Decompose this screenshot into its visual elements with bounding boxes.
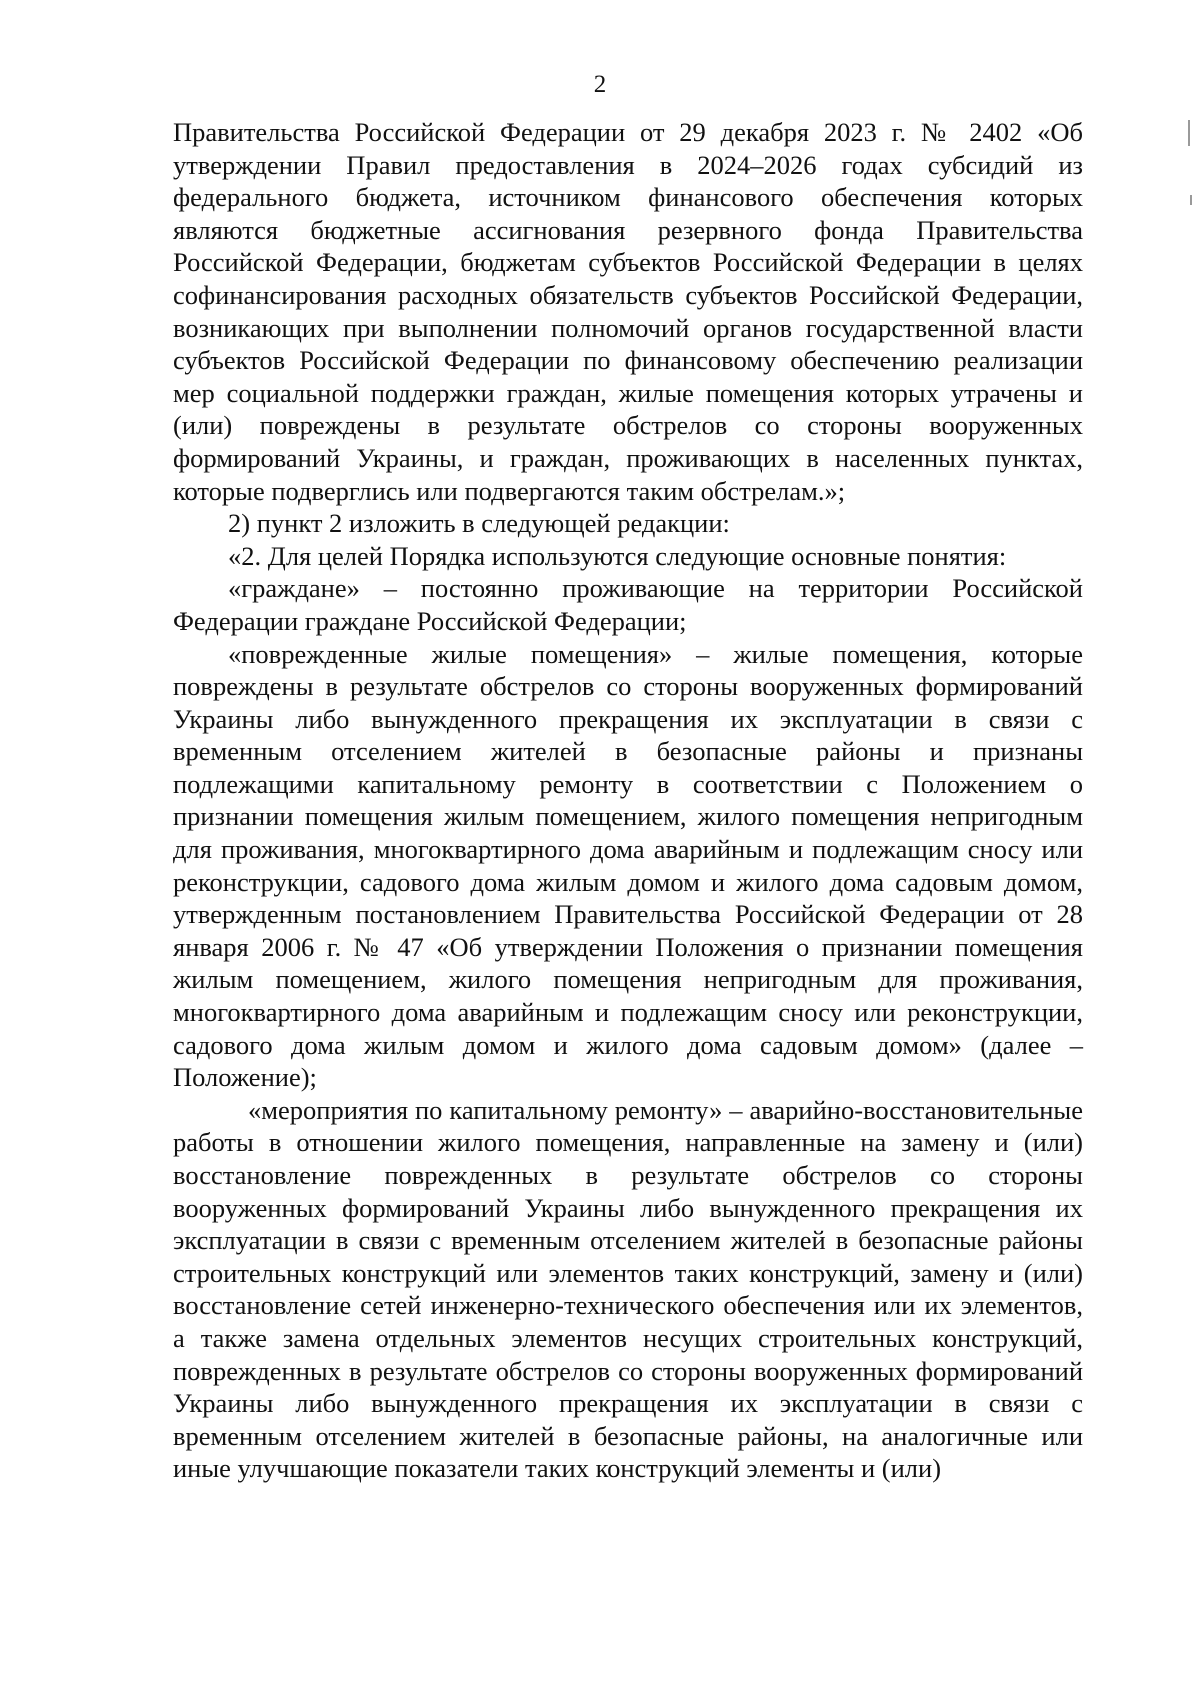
paragraph-definition-capital-repair: «мероприятия по капитальному ремонту» – аварийно-восстановительные работы в отношении жилого помещения, направленные на замену и (или) восстановление поврежденных в результате обстрелов со стороны вооруженных формирований Украины либо вынужденного прекращения их эксплуатации в связи с временным отселением жителей в безопасные районы строительных конструкций или элементов таких конструкций, замену и (или) восстановление сетей инженерно-технического обеспечения или их элементов, а также замена отдельных элементов несущих строительных конструкций, поврежденных в результате обстрелов со стороны вооруженных формирований Украины либо вынужденного прекращения их эксплуатации в связи с временным отселением жителей в безопасные районы, на аналогичные или иные улучшающие показатели таких конструкций элементы и (или) <box>173 1094 1083 1484</box>
document-body <box>173 116 1083 1485</box>
scan-margin-mark <box>1188 120 1190 146</box>
paragraph-item-2-amendment: 2) пункт 2 изложить в следующей редакции: <box>228 508 730 539</box>
page-number: 2 <box>593 71 607 98</box>
paragraph-definition-damaged-premises: «поврежденные жилые помещения» – жилые помещения, которые повреждены в результате обстрелов со стороны вооруженных формирований Украины либо вынужденного прекращения их эксплуатации в связи с временным отселением жителей в безопасные районы и признаны подлежащими капитальному ремонту в соответствии с Положением о признании помещения жилым помещением, жилого помещения непригодным для проживания, многоквартирного дома аварийным и подлежащим сносу или реконструкции, садового дома жилым домом и жилого дома садовым домом, утвержденным постановлением Правительства Российской Федерации от 28 января 2006 г. № 47 «Об утверждении Положения о признании помещения жилым помещением, жилого помещения непригодным для проживания, многоквартирного дома аварийным и подлежащим сносу или реконструкции, садового дома жилым домом и жилого дома садовым домом» (далее – Положение); <box>173 638 1083 1093</box>
scan-margin-mark <box>1190 195 1192 205</box>
paragraph-decree-title: Правительства Российской Федерации от 29 декабря 2023 г. № 2402 «Об утверждении Правил предоставления в 2024–2026 годах субсидий из федерального бюджета, источником финансового обеспечения которых являются бюджетные ассигнования резервного фонда Правительства Российской Федерации, бюджетам субъектов Российской Федерации в целях софинансирования расходных обязательств субъектов Российской Федерации, возникающих при выполнении полномочий органов государственной власти субъектов Российской Федерации по финансовому обеспечению реализации мер социальной поддержки граждан, жилые помещения которых утрачены и (или) повреждены в результате обстрелов со стороны вооруженных формирований Украины, и граждан, проживающих в населенных пунктах, которые подверглись или подвергаются таким обстрелам.»; <box>173 117 1083 506</box>
paragraph-definitions-intro: «2. Для целей Порядка используются следующие основные понятия: <box>228 540 1007 571</box>
paragraph-definition-citizens: «граждане» – постоянно проживающие на территории Российской Федерации граждане Российской Федерации; <box>173 573 1083 636</box>
